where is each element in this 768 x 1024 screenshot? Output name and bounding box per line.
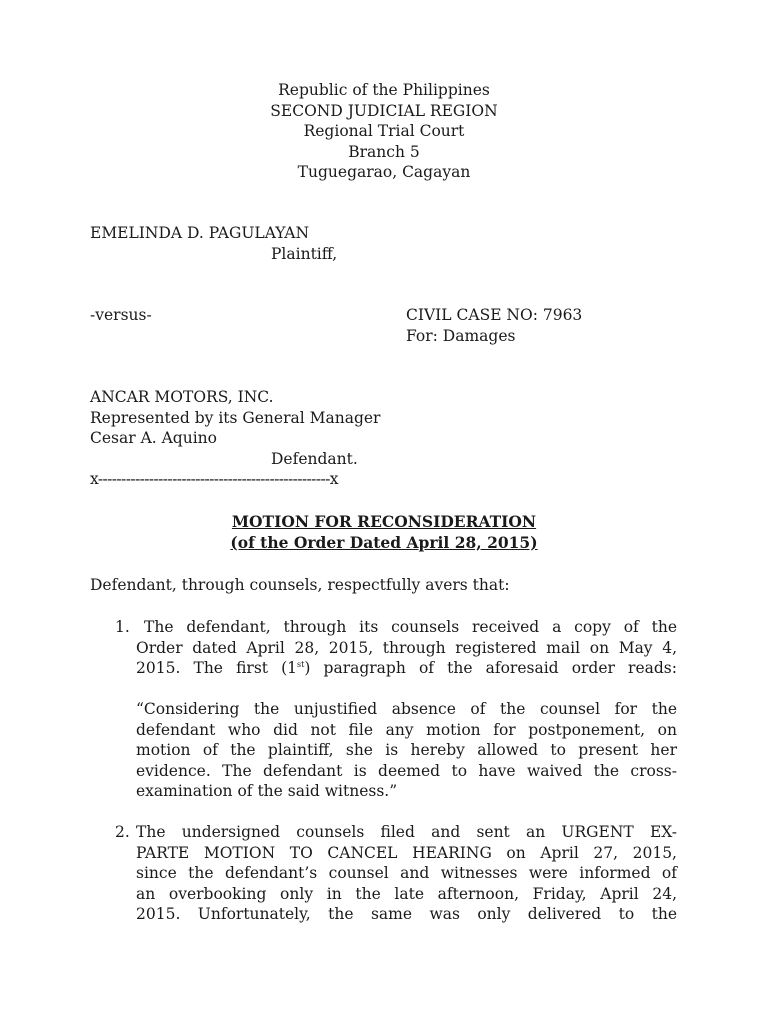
quote-line: evidence. The defendant is deemed to have waived the cross-	[136, 761, 677, 780]
intro-text: Defendant, through counsels, respectfully avers that:	[90, 576, 510, 594]
ordinal-suffix: st	[297, 660, 305, 669]
caption-separator: x--------------------------------------------------x	[90, 470, 338, 488]
quote-line: examination of the said witness.”	[136, 782, 398, 800]
header-republic: Republic of the Philippines	[278, 81, 490, 99]
item-1-line3-end: ) paragraph of the aforesaid order reads:	[304, 659, 677, 677]
motion-title	[0, 512, 768, 553]
item-1-line: The defendant, through its counsels received a copy of the	[144, 618, 677, 636]
plaintiff-name: EMELINDA D. PAGULAYAN	[90, 224, 310, 242]
court-header	[0, 80, 768, 183]
item-1-line: Order dated April 28, 2015, through registered mail on May 4,	[136, 638, 677, 657]
header-branch: Branch 5	[348, 142, 420, 161]
defendant-name: ANCAR MOTORS, INC.	[90, 388, 274, 406]
defendant-representative-name: Cesar A. Aquino	[90, 429, 217, 447]
item-2-paragraph	[136, 822, 677, 925]
header-court: Regional Trial Court	[303, 122, 465, 140]
case-number: CIVIL CASE NO: 7963	[406, 306, 583, 324]
item-2-number: 2.	[115, 823, 130, 841]
item-2-line: The undersigned counsels filed and sent an URGENT EX-	[136, 823, 677, 841]
defendant-representative: Represented by its General Manager	[90, 409, 381, 427]
item-1-line3-start: 2015. The first (1	[136, 659, 298, 677]
defendant-role: Defendant.	[271, 450, 358, 468]
item-2-line: since the defendant’s counsel and witnesses were informed of	[136, 864, 677, 882]
motion-title-line1: MOTION FOR RECONSIDERATION	[231, 512, 537, 531]
versus-label: -versus-	[90, 306, 152, 324]
header-region: SECOND JUDICIAL REGION	[270, 101, 498, 120]
plaintiff-role: Plaintiff,	[271, 245, 338, 263]
motion-title-line2: (of the Order Dated April 28, 2015)	[230, 532, 538, 552]
item-2-line: 2015. Unfortunately, the same was only delivered to the	[136, 905, 677, 923]
quote-line: “Considering the unjustified absence of the counsel for the	[136, 700, 677, 718]
header-location: Tuguegarao, Cagayan	[297, 163, 471, 181]
item-1-paragraph	[136, 617, 677, 679]
item-2-line: PARTE MOTION TO CANCEL HEARING on April 27, 2015,	[136, 843, 677, 862]
item-1-line	[136, 658, 677, 679]
case-for: For: Damages	[406, 327, 516, 345]
item-1-quote	[136, 699, 677, 802]
quote-line: motion of the plaintiff, she is hereby allowed to present her	[136, 741, 677, 759]
quote-line: defendant who did not file any motion for postponement, on	[136, 720, 677, 739]
item-2-line: an overbooking only in the late afternoon, Friday, April 24,	[136, 884, 677, 903]
item-1-number: 1.	[115, 618, 130, 636]
